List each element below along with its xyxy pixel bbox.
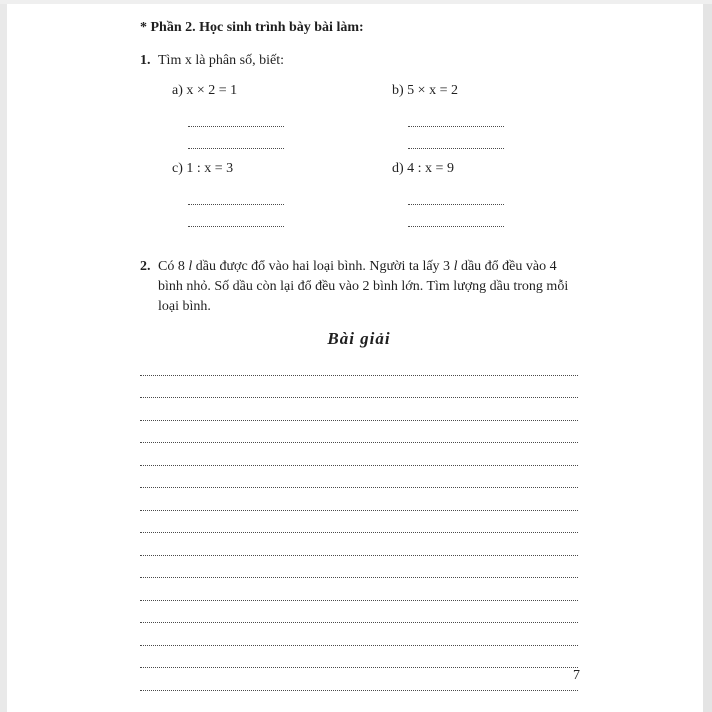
- solution-title: Bài giải: [327, 329, 391, 348]
- part-b-label: b): [392, 83, 404, 98]
- part-c: [172, 159, 392, 227]
- answer-line: [408, 183, 504, 205]
- solution-line: [140, 398, 578, 421]
- part-d: [392, 159, 578, 227]
- question-2: [140, 257, 578, 317]
- part-c-equation: 1 : x = 3: [186, 161, 234, 176]
- solution-line: [140, 578, 578, 601]
- part-a-label: a): [172, 83, 183, 98]
- equation-d: [392, 159, 578, 179]
- solution-line: [140, 601, 578, 624]
- solution-line: [140, 376, 578, 399]
- solution-line: [140, 533, 578, 556]
- page-edge-top: [0, 0, 712, 4]
- part-b-equation: 5 × x = 2: [407, 83, 458, 98]
- page-number: 7: [573, 668, 580, 683]
- question-1-number: 1.: [140, 53, 151, 68]
- solution-line: [140, 646, 578, 669]
- question-1-parts: [172, 81, 578, 227]
- answer-line: [408, 105, 504, 127]
- solution-line: [140, 511, 578, 534]
- solution-lines: [140, 353, 578, 691]
- solution-line: [140, 353, 578, 376]
- equation-b: [392, 81, 578, 101]
- page-edge-left: [0, 0, 7, 712]
- answer-line: [188, 105, 284, 127]
- answer-line: [188, 183, 284, 205]
- liter-symbol: l: [453, 259, 458, 274]
- solution-line: [140, 668, 578, 691]
- answer-line: [188, 127, 284, 149]
- part-d-equation: 4 : x = 9: [407, 161, 454, 176]
- answer-line: [408, 127, 504, 149]
- page-edge-right: [703, 0, 712, 712]
- part-a-equation: x × 2 = 1: [186, 83, 238, 98]
- solution-line: [140, 443, 578, 466]
- part-b: [392, 81, 578, 149]
- solution-line: [140, 488, 578, 511]
- part-d-label: d): [392, 161, 404, 176]
- solution-line: [140, 466, 578, 489]
- part-a: [172, 81, 392, 149]
- worksheet-page: [140, 20, 578, 691]
- part-c-label: c): [172, 161, 183, 176]
- answer-line: [188, 205, 284, 227]
- equation-a: [172, 81, 392, 101]
- question-2-text: Có 8 l dầu được đổ vào hai loại bình. Người ta lấy 3 l dầu đổ đều vào 4 bình nhỏ. Số dầu còn lại đổ đều vào 2 bình lớn. Tìm lượng dầu trong mỗi loại bình.: [158, 259, 569, 314]
- answer-line: [408, 205, 504, 227]
- section-header: * Phần 2. Học sinh trình bày bài làm:: [140, 20, 364, 35]
- question-1-text: Tìm x là phân số, biết:: [158, 53, 284, 68]
- equation-c: [172, 159, 392, 179]
- question-1: [140, 51, 578, 227]
- solution-line: [140, 421, 578, 444]
- solution-line: [140, 623, 578, 646]
- question-2-number: 2.: [140, 259, 151, 274]
- liter-symbol: l: [188, 259, 193, 274]
- solution-line: [140, 556, 578, 579]
